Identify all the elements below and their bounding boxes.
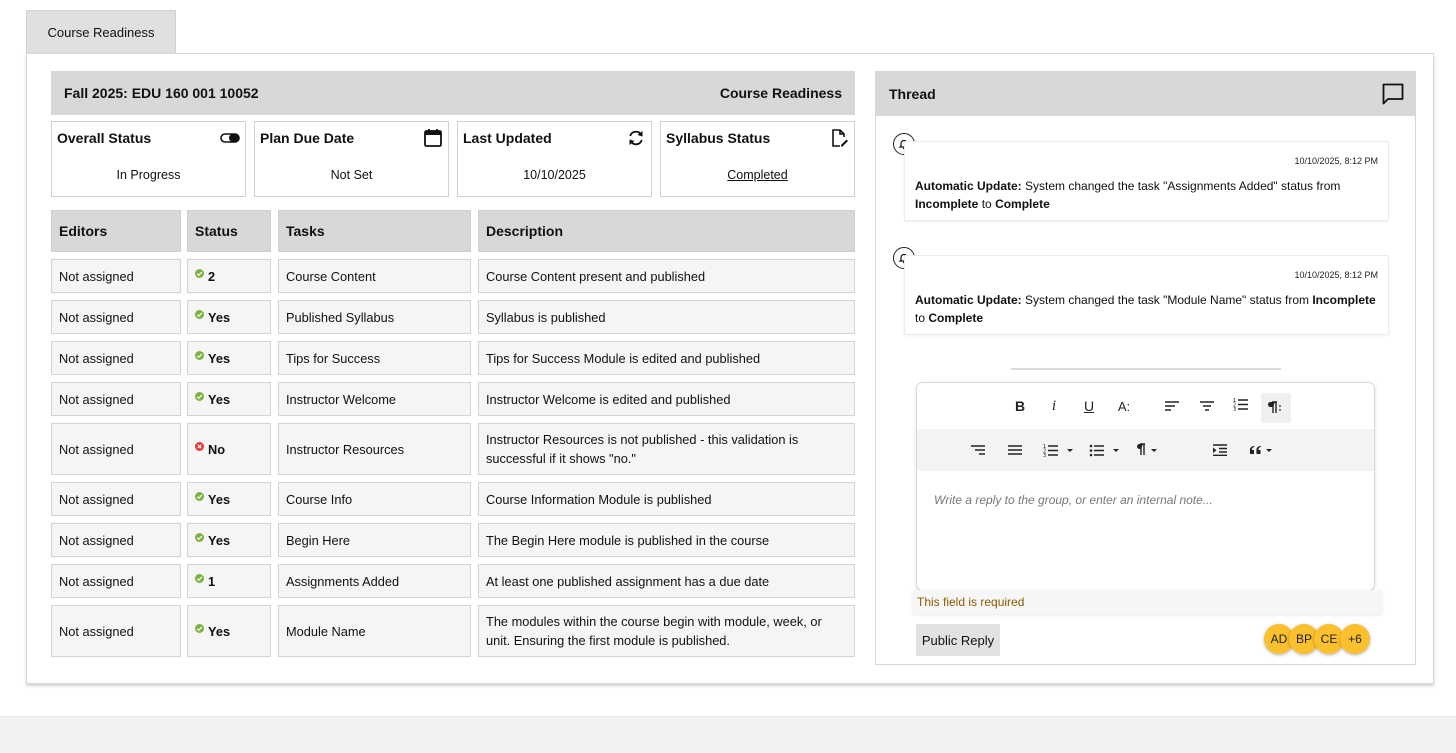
- blockquote-dropdown-icon[interactable]: [1247, 438, 1277, 462]
- description-cell-text: Course Information Module is published: [486, 491, 712, 507]
- status-value: 1: [208, 573, 216, 589]
- description-cell: [478, 564, 855, 598]
- overall-status-card: [51, 121, 246, 197]
- message-prefix: Automatic Update:: [915, 293, 1022, 307]
- status-value: Yes: [208, 309, 231, 325]
- editor-cell: [51, 300, 181, 334]
- description-cell-text: At least one published assignment has a due date: [486, 573, 770, 589]
- syllabus-status-link[interactable]: Completed: [727, 168, 788, 182]
- status-value: Yes: [208, 350, 231, 366]
- message-body: System changed the task "Assignments Added" status from: [1025, 179, 1341, 193]
- description-cell-text: Tips for Success Module is edited and published: [486, 350, 761, 366]
- font-size-button[interactable]: A:: [1117, 398, 1131, 414]
- task-cell-text: Tips for Success: [286, 350, 381, 366]
- editor-toolbar-primary: [917, 383, 1374, 429]
- editor-toolbar-secondary: [917, 429, 1374, 471]
- message-mid: to: [915, 311, 926, 325]
- avatar-overflow[interactable]: +6: [1340, 624, 1370, 654]
- course-header: [51, 71, 855, 115]
- description-cell-text: The modules within the course begin with module, week, or unit. Ensuring the first module is published.: [486, 614, 822, 648]
- syllabus-status-card: [660, 121, 855, 197]
- message-to: Complete: [928, 311, 984, 325]
- tab-course-readiness[interactable]: Course Readiness: [26, 10, 176, 53]
- toggle-icon: [219, 127, 241, 149]
- message-to: Complete: [995, 197, 1050, 211]
- thread-panel: [875, 71, 1416, 665]
- task-cell: [278, 382, 471, 416]
- thread-message: [904, 255, 1389, 335]
- plan-due-date-card: [254, 121, 449, 197]
- last-updated-card: [457, 121, 652, 197]
- task-cell-text: Begin Here: [286, 532, 351, 548]
- message-from: Incomplete: [915, 197, 979, 211]
- message-time: 10/10/2025, 8:12 PM: [1294, 270, 1378, 280]
- task-cell-text: Course Content: [286, 268, 376, 284]
- bold-button[interactable]: B: [1014, 398, 1026, 414]
- header-description: Description: [478, 210, 855, 252]
- underline-button[interactable]: U: [1083, 398, 1095, 414]
- task-cell-text: Published Syllabus: [286, 309, 395, 325]
- description-cell: [478, 382, 855, 416]
- align-center-icon[interactable]: [1198, 394, 1216, 418]
- message-body: System changed the task "Module Name" status from: [1025, 293, 1309, 307]
- task-cell: [278, 482, 471, 516]
- divider: [1011, 368, 1281, 370]
- message-text: [915, 291, 1378, 327]
- message-time: 10/10/2025, 8:12 PM: [1294, 156, 1378, 166]
- message-from: Incomplete: [1312, 293, 1376, 307]
- task-cell: [278, 605, 471, 657]
- svg-text:2: 2: [1233, 402, 1237, 409]
- paragraph-format-icon[interactable]: [1261, 393, 1291, 423]
- thread-header: [876, 72, 1415, 116]
- editor-cell: [51, 259, 181, 293]
- description-cell: [478, 482, 855, 516]
- editor-cell: [51, 523, 181, 557]
- header-tasks: Tasks: [278, 210, 471, 252]
- check-icon: [195, 351, 204, 360]
- task-cell: [278, 423, 471, 475]
- status-cell: [187, 564, 271, 598]
- editor-cell-text: Not assigned: [59, 309, 134, 325]
- editor-cell-text: Not assigned: [59, 623, 134, 639]
- status-value: 2: [208, 268, 216, 284]
- card-value: 10/10/2025: [523, 168, 586, 182]
- align-justify-icon[interactable]: [1006, 438, 1024, 462]
- check-icon: [195, 492, 204, 501]
- description-cell-text: Course Content present and published: [486, 268, 706, 284]
- task-cell: [278, 300, 471, 334]
- svg-text:3: 3: [1043, 453, 1047, 457]
- bullet-list-dropdown-icon[interactable]: [1088, 438, 1124, 462]
- error-icon: [195, 442, 204, 451]
- editor-cell-text: Not assigned: [59, 268, 134, 284]
- check-icon: [195, 310, 204, 319]
- status-cards: [51, 121, 855, 197]
- editor-cell: [51, 423, 181, 475]
- public-reply-button[interactable]: Public Reply: [916, 624, 1000, 656]
- status-value: Yes: [208, 491, 231, 507]
- refresh-icon[interactable]: [625, 127, 647, 149]
- task-cell-text: Course Info: [286, 491, 353, 507]
- avatar[interactable]: AD: [1264, 624, 1294, 654]
- svg-text:1: 1: [1233, 398, 1237, 404]
- description-cell-text: Instructor Welcome is edited and published: [486, 391, 731, 407]
- svg-text:2: 2: [1043, 448, 1047, 455]
- header-status: Status: [187, 210, 271, 252]
- task-cell: [278, 341, 471, 375]
- status-value: Yes: [208, 391, 231, 407]
- description-cell: [478, 259, 855, 293]
- editor-cell-text: Not assigned: [59, 573, 134, 589]
- status-cell: [187, 341, 271, 375]
- card-title: Overall Status: [57, 130, 152, 146]
- reply-editor[interactable]: [916, 382, 1375, 591]
- status-value: No: [208, 441, 226, 457]
- status-cell: [187, 523, 271, 557]
- card-value: Not Set: [330, 168, 373, 182]
- editor-cell-text: Not assigned: [59, 391, 134, 407]
- description-cell: [478, 300, 855, 334]
- message-text: [915, 177, 1378, 213]
- task-cell: [278, 259, 471, 293]
- status-cell: [187, 482, 271, 516]
- editor-cell: [51, 564, 181, 598]
- edit-document-icon: [828, 127, 850, 149]
- editor-cell: [51, 341, 181, 375]
- description-cell: [478, 523, 855, 557]
- editor-cell-text: Not assigned: [59, 441, 134, 457]
- message-prefix: Automatic Update:: [915, 179, 1022, 193]
- avatar[interactable]: CE: [1314, 624, 1344, 654]
- course-readiness-panel: [26, 53, 1434, 684]
- card-title: Syllabus Status: [666, 130, 771, 146]
- task-cell-text: Instructor Resources: [286, 441, 405, 457]
- avatar[interactable]: BP: [1289, 624, 1319, 654]
- header-editors: Editors: [51, 210, 181, 252]
- check-icon: [195, 624, 204, 633]
- status-cell: [187, 300, 271, 334]
- align-left-icon[interactable]: [1163, 394, 1181, 418]
- task-cell-text: Module Name: [286, 623, 366, 639]
- thread-message: [904, 141, 1389, 221]
- numbered-list-icon[interactable]: [1232, 392, 1250, 416]
- indent-icon[interactable]: [1211, 438, 1229, 462]
- card-title: Plan Due Date: [260, 130, 355, 146]
- description-cell-text: The Begin Here module is published in the course: [486, 532, 770, 548]
- task-cell: [278, 564, 471, 598]
- status-cell: [187, 382, 271, 416]
- svg-text:3: 3: [1233, 407, 1237, 411]
- task-cell: [278, 523, 471, 557]
- italic-button[interactable]: i: [1051, 397, 1057, 414]
- editor-cell: [51, 382, 181, 416]
- thread-title: Thread: [889, 86, 936, 102]
- card-title: Last Updated: [463, 130, 552, 146]
- editor-cell-text: Not assigned: [59, 491, 134, 507]
- task-cell-text: Instructor Welcome: [286, 391, 396, 407]
- reply-input[interactable]: Write a reply to the group, or enter an internal note...: [934, 493, 1213, 507]
- chat-icon[interactable]: [1381, 82, 1405, 106]
- status-value: Yes: [208, 532, 231, 548]
- message-mid: to: [981, 197, 992, 211]
- section-title: Course Readiness: [719, 85, 842, 101]
- check-icon: [195, 574, 204, 583]
- description-cell: [478, 423, 855, 475]
- required-error: This field is required: [913, 590, 1382, 614]
- editor-cell-text: Not assigned: [59, 350, 134, 366]
- check-icon: [195, 533, 204, 542]
- description-cell: [478, 341, 855, 375]
- ordered-list-dropdown-icon[interactable]: [1042, 438, 1078, 462]
- editor-cell: [51, 482, 181, 516]
- card-value: In Progress: [116, 168, 181, 182]
- status-value: Yes: [208, 623, 231, 639]
- check-icon: [195, 392, 204, 401]
- calendar-icon: [422, 127, 444, 149]
- status-cell: [187, 605, 271, 657]
- editor-cell-text: Not assigned: [59, 532, 134, 548]
- check-icon: [195, 269, 204, 278]
- task-cell-text: Assignments Added: [286, 573, 400, 589]
- description-cell: [478, 605, 855, 657]
- page-footer: [0, 716, 1456, 753]
- status-cell: [187, 259, 271, 293]
- course-name: Fall 2025: EDU 160 001 10052: [64, 85, 259, 101]
- svg-text:1: 1: [1043, 444, 1047, 450]
- tab-strip: [26, 10, 176, 53]
- status-cell: [187, 423, 271, 475]
- description-cell-text: Instructor Resources is not published - this validation is successful if it shows "no.": [486, 432, 799, 466]
- editor-cell: [51, 605, 181, 657]
- align-right-icon[interactable]: [969, 438, 987, 462]
- description-cell-text: Syllabus is published: [486, 309, 606, 325]
- paragraph-dropdown-icon[interactable]: [1135, 438, 1163, 462]
